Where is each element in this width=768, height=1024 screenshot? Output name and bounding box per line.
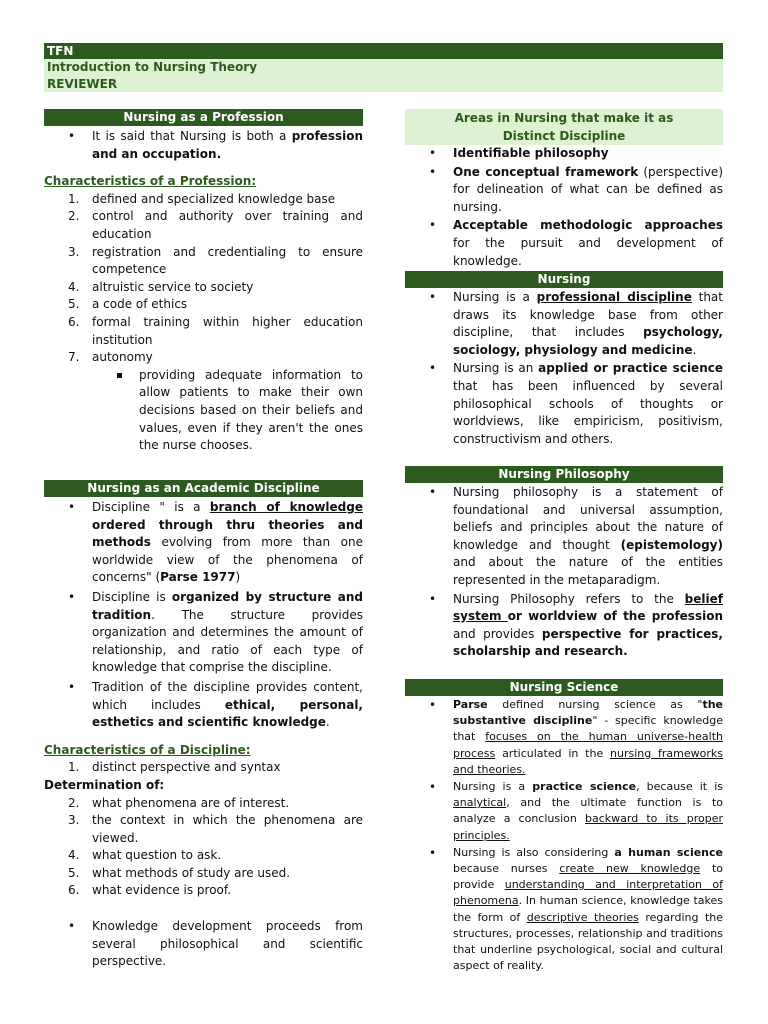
text-span: (perspective) for delineation of what can be defined as nursing.: [453, 164, 723, 214]
heading-line: Areas in Nursing that make it as: [454, 111, 674, 125]
section-profession: [44, 109, 363, 455]
underlined-span: branch of knowledge: [209, 500, 363, 514]
item-text: what evidence is proof.: [92, 883, 232, 898]
list-item: [405, 360, 723, 448]
section-heading: Nursing Science: [405, 679, 723, 696]
section-heading: Nursing: [405, 271, 723, 288]
item-number: 1.: [68, 191, 80, 206]
text-span: for the pursuit and development of knowledge.: [453, 235, 723, 268]
item-text: formal training within higher education institution: [92, 314, 363, 347]
list-item: [44, 882, 363, 900]
text-span: that has been influenced by several philosophical schools of thoughts or worldviews, like empiricism, positivism, constructivism and others.: [453, 378, 723, 446]
text-span: , because it is: [636, 780, 723, 794]
item-number: 1.: [68, 760, 80, 775]
list-item: • Knowledge development proceeds from several philosophical and scientific perspective.: [44, 918, 363, 971]
academic-bullets: [44, 499, 363, 732]
item-number: 2.: [68, 209, 80, 224]
philosophy-bullets: [405, 484, 723, 661]
list-item: [44, 679, 363, 732]
document-title-block: [44, 59, 723, 92]
text-span: and provides: [453, 626, 542, 641]
text-span: ): [235, 570, 241, 585]
autonomy-sublist: [44, 367, 363, 455]
item-number: 6.: [68, 883, 80, 898]
item-text: distinct perspective and syntax: [92, 760, 281, 775]
characteristics-discipline-heading: Characteristics of a Discipline:: [44, 742, 251, 757]
areas-bullets: [405, 145, 723, 270]
list-item: [405, 845, 723, 975]
section-heading: Nursing Philosophy: [405, 466, 723, 483]
list-item: [44, 795, 363, 813]
list-item: [44, 499, 363, 587]
text-span: , and the ultimate function is to analyze a conclusion: [453, 796, 723, 826]
item-number: 4.: [68, 848, 80, 863]
list-item: [44, 812, 363, 847]
list-item: providing adequate information to allow patients to make their own decisions based on their beliefs and values, even if they aren't the ones the nurse chooses.: [44, 367, 363, 455]
list-item: [405, 697, 723, 778]
section-heading: Nursing as an Academic Discipline: [44, 480, 363, 497]
section-science: [405, 679, 723, 974]
document-code: [44, 43, 723, 59]
bold-span: applied or practice science: [538, 361, 723, 376]
item-text: the context in which the phenomena are viewed.: [92, 813, 363, 845]
text-span: Nursing is also considering: [453, 845, 615, 859]
text-span: Tradition of the discipline provides content, which includes: [92, 679, 363, 712]
document-code-text: TFN: [47, 44, 74, 58]
list-item: [44, 279, 363, 297]
characteristics-profession-heading: Characteristics of a Profession:: [44, 174, 257, 189]
underlined-span: backward to its proper principles.: [453, 812, 724, 842]
underlined-span: belief system: [453, 591, 723, 624]
section-areas: [405, 109, 723, 270]
text-span: and about the nature of the entities represented in the metaparadigm.: [453, 555, 723, 587]
bold-span: practice science: [532, 780, 637, 794]
text-span: Nursing philosophy is a statement of foundational and universal assumption, beliefs and principles about the nature of knowledge and thought: [453, 485, 723, 552]
text-span: that draws its knowledge base from other discipline, that includes: [453, 290, 723, 340]
bold-span: organized by structure and tradition: [92, 589, 363, 622]
science-bullets: [405, 697, 723, 974]
knowledge-bullet: [44, 918, 363, 971]
list-item: [44, 759, 363, 777]
bold-span: Identifiable philosophy: [453, 146, 609, 160]
underlined-span: nursing frameworks and theories.: [453, 746, 723, 776]
list-item: [405, 779, 723, 844]
text-span: Discipline " is a: [92, 500, 210, 514]
text-span: evolving from more than one worldwide view of the phenomena of concerns" (: [92, 535, 363, 585]
text-span: . In human science, knowledge takes the form of: [453, 894, 723, 924]
item-text: a code of ethics: [92, 297, 188, 312]
bold-span: a human science: [614, 845, 723, 859]
list-item: [44, 349, 363, 367]
text-span: articulated in the: [495, 746, 611, 760]
bold-span: ethical, personal, esthetics and scientific knowledge: [92, 697, 363, 730]
item-number: 5.: [68, 865, 80, 880]
text-span: Nursing Philosophy refers to the: [453, 591, 685, 606]
underlined-span: analytical: [453, 796, 507, 810]
item-number: 3.: [68, 813, 80, 828]
underlined-span: professional discipline: [536, 290, 692, 304]
item-number: 2.: [68, 795, 80, 810]
text-span: .: [692, 342, 697, 357]
list-item: [44, 847, 363, 865]
item-text: registration and credentialing to ensure competence: [92, 244, 363, 277]
text-span: " - specific knowledge that: [453, 714, 723, 744]
item-number: 4.: [68, 279, 80, 294]
bold-span: (epistemology): [620, 537, 723, 552]
bold-span: Parse: [453, 698, 488, 711]
heading-line: Distinct Discipline: [502, 129, 626, 143]
bold-span: psychology, sociology, physiology and medicine: [453, 325, 723, 357]
text-span: Nursing is a: [453, 780, 533, 794]
list-item: [405, 164, 723, 217]
item-text: altruistic service to society: [92, 279, 254, 294]
text-span: Nursing is a: [453, 290, 537, 304]
item-number: 7.: [68, 350, 80, 365]
list-item: [405, 484, 723, 590]
list-item: [44, 589, 363, 677]
text-span: Discipline is: [92, 589, 172, 604]
section-nursing: [405, 271, 723, 448]
section-philosophy: [405, 466, 723, 661]
item-text: what question to ask.: [92, 848, 222, 863]
bold-span: Acceptable methodologic approaches: [453, 218, 723, 233]
underlined-span: descriptive theories: [526, 910, 639, 924]
item-text: autonomy: [92, 350, 153, 365]
bold-span: perspective for practices, scholarship and research.: [453, 626, 723, 659]
text-span: Nursing is an: [453, 361, 539, 376]
profession-bullets: [44, 128, 363, 163]
list-item: [44, 244, 363, 279]
text-span: regarding the structures, processes, relationship and traditions that underline psychological, social and cultural aspect of reality.: [453, 910, 724, 973]
text-span: . The structure provides organization and determines the amount of relationship, and ratio of each type of knowledge that comprise the discipline.: [92, 607, 363, 675]
bold-span: ordered through thru theories and methods: [92, 517, 363, 550]
text-span: to provide: [453, 862, 723, 892]
discipline-characteristics-list: [44, 759, 363, 777]
section-academic-discipline: [44, 480, 363, 971]
profession-characteristics-list: [44, 191, 363, 367]
item-text: what phenomena are of interest.: [92, 795, 290, 810]
item-number: 6.: [68, 314, 80, 329]
item-text: what methods of study are used.: [92, 865, 291, 880]
document-subtitle: REVIEWER: [47, 76, 118, 91]
list-item: [405, 289, 723, 359]
item-number: 5.: [68, 297, 80, 312]
list-item: [405, 217, 723, 270]
bold-span: One conceptual framework: [453, 164, 639, 179]
list-item: [44, 191, 363, 209]
underlined-span: create new knowledge: [559, 862, 701, 876]
document-title: Introduction to Nursing Theory: [47, 60, 258, 74]
text-span: It is said that Nursing is both a: [92, 129, 292, 143]
item-text: control and authority over training and education: [92, 209, 363, 241]
bold-span: Parse 1977: [160, 570, 236, 585]
list-item: [44, 865, 363, 883]
text-span: defined nursing science as ": [487, 698, 703, 711]
list-item: [44, 128, 363, 163]
nursing-bullets: [405, 289, 723, 448]
list-item: [405, 591, 723, 661]
text-span: .: [325, 715, 330, 730]
list-item: [405, 145, 723, 163]
bold-span: the substantive discipline: [453, 698, 723, 728]
section-heading: [405, 109, 723, 145]
list-item: [44, 296, 363, 314]
bold-span: profession and an occupation.: [92, 129, 363, 161]
list-item: [44, 314, 363, 349]
determination-list: [44, 795, 363, 901]
bold-span: or worldview of the profession: [507, 609, 723, 624]
underlined-span: focuses on the human universe-health process: [453, 730, 723, 760]
underlined-span: understanding and interpretation of phenomena: [453, 878, 723, 908]
item-number: 3.: [68, 244, 80, 259]
section-heading: Nursing as a Profession: [44, 109, 363, 126]
determination-label: Determination of:: [44, 777, 165, 792]
item-text: defined and specialized knowledge base: [92, 191, 336, 206]
text-span: because nurses: [453, 862, 560, 876]
list-item: [44, 208, 363, 243]
